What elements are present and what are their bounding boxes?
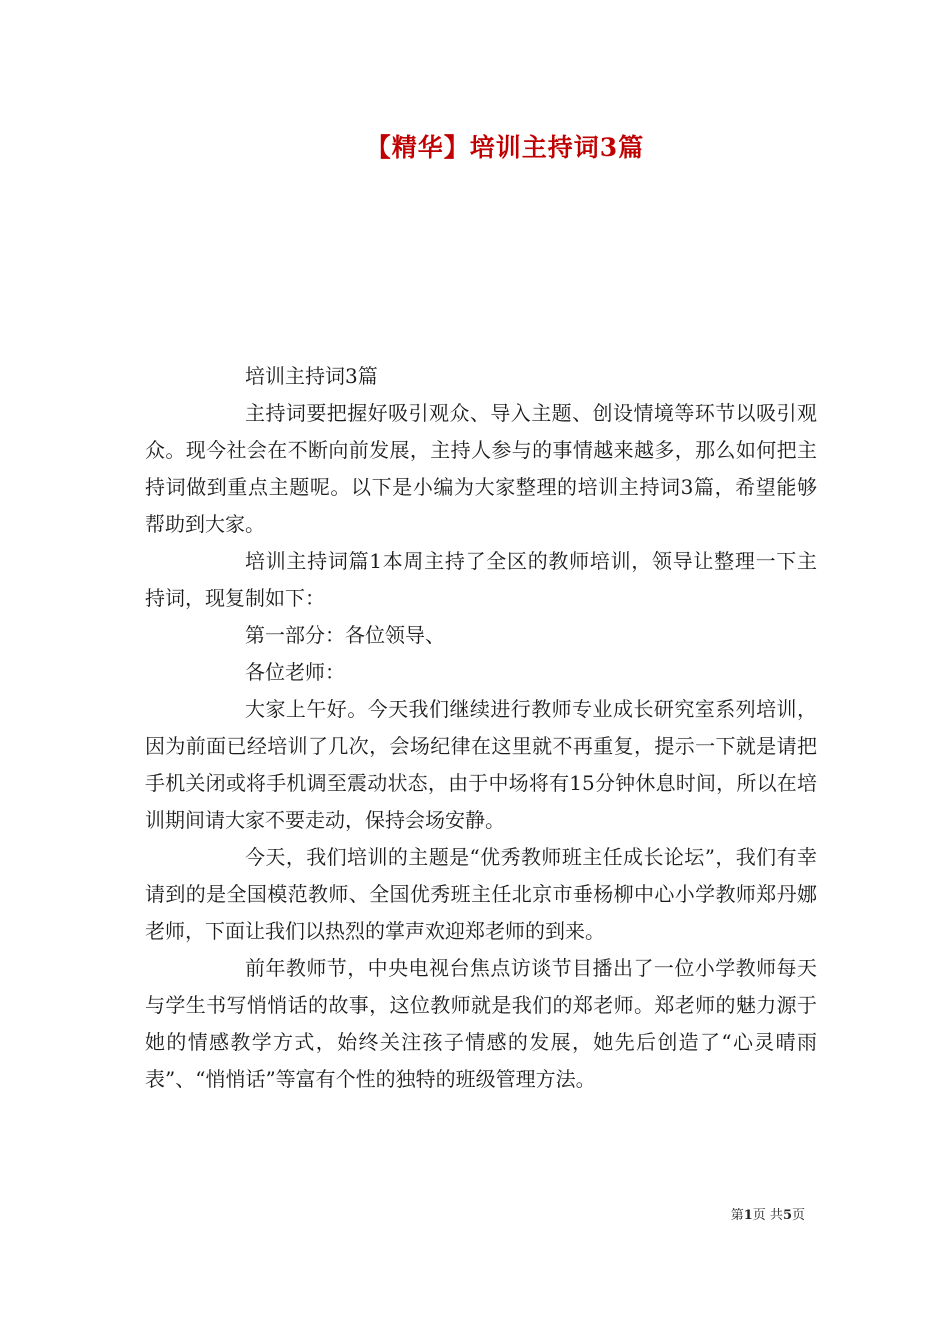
article-one-intro-paragraph: 培训主持词篇1本周主持了全区的教师培训，领导让整理一下主持词，现复制如下： [145, 549, 817, 610]
page-prefix: 第 [730, 1208, 744, 1223]
theme-introduction-paragraph: 今天，我们培训的主题是“优秀教师班主任成长论坛”，我们有幸请到的是全国模范教师、全国优秀班主任北京市垂杨柳中心小学教师郑丹娜老师，下面让我们以热烈的掌声欢迎郑老师的到来。 [145, 845, 817, 943]
speaker-background-paragraph: 前年教师节，中央电视台焦点访谈节目播出了一位小学教师每天与学生书写悄悄话的故事，这位教师就是我们的郑老师。郑老师的魅力源于她的情感教学方式，始终关注孩子情感的发展，她先后创造了“心灵晴雨表”、“悄悄话”等富有个性的独特的班级管理方法。 [145, 956, 817, 1091]
page-number-footer [731, 1204, 805, 1223]
page-current: 1 [743, 1208, 753, 1223]
opening-remarks-paragraph: 大家上午好。今天我们继续进行教师专业成长研究室系列培训，因为前面已经培训了几次，会场纪律在这里就不再重复，提示一下就是请把手机关闭或将手机调至震动状态，由于中场将有15分钟休息时间，所以在培训期间请大家不要走动，保持会场安静。 [145, 697, 817, 832]
page-middle: 页 共 [752, 1208, 783, 1223]
greeting-leaders-paragraph: 第一部分：各位领导、 [245, 623, 445, 647]
greeting-teachers-paragraph: 各位老师： [245, 660, 345, 684]
intro-paragraph: 主持词要把握好吸引观众、导入主题、创设情境等环节以吸引观众。现今社会在不断向前发展，主持人参与的事情越来越多，那么如何把主持词做到重点主题呢。以下是小编为大家整理的培训主持词3篇，希望能够帮助到大家。 [145, 401, 817, 536]
document-body [145, 358, 817, 1098]
subtitle-paragraph: 培训主持词3篇 [245, 364, 378, 388]
document-title: 【精华】培训主持词3篇 [365, 133, 645, 162]
page-total: 5 [782, 1208, 792, 1223]
page-suffix: 页 [791, 1208, 805, 1223]
